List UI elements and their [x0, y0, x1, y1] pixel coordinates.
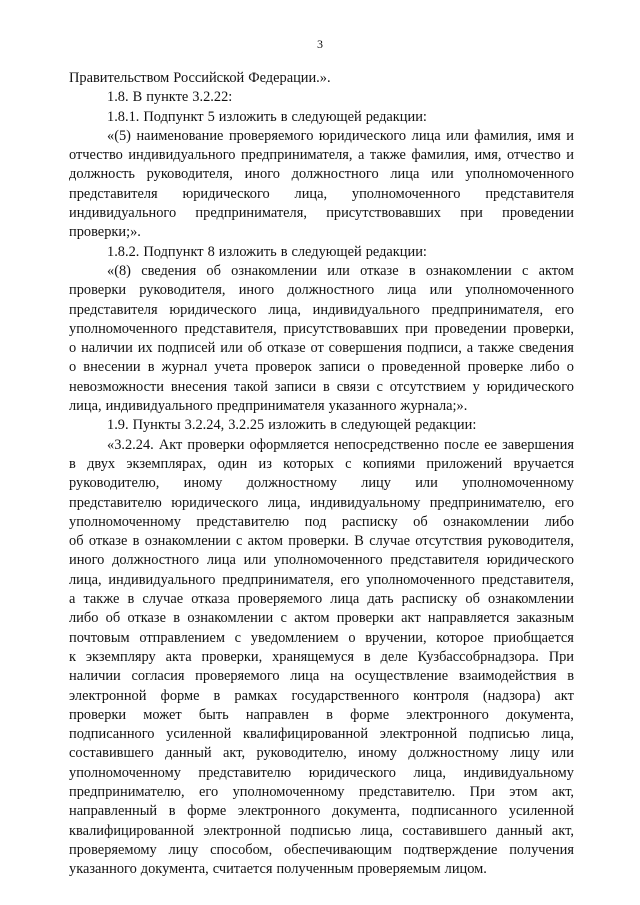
- text-line: уполномоченного представителя, присутствовавших при проведении проверки,: [69, 320, 574, 337]
- text-line: представителю юридического лица, индивидуальному предпринимателю, его: [69, 494, 574, 511]
- text-line: проверяемому лицу способом, обеспечивающим подтверждение получения: [69, 841, 574, 858]
- text-line: уполномоченному представителю под расписку об ознакомлении либо: [69, 513, 574, 530]
- text-line: квалифицированной электронной подписью лица, составившего данный акт,: [69, 822, 574, 839]
- text-line: лица, индивидуального предпринимателя, его уполномоченного представителя,: [69, 571, 574, 588]
- text-line: направленный в форме электронного документа, подписанного усиленной: [69, 803, 574, 820]
- text-line: о наличии их подписей или об отказе от совершения подписи, а также сведения: [69, 340, 574, 357]
- document-body: [69, 69, 574, 879]
- text-line: проверки;».: [69, 224, 141, 241]
- text-line: лица, индивидуального предпринимателя указанного журнала;».: [69, 398, 468, 415]
- text-line: «(8) сведения об ознакомлении или отказе в ознакомлении с актом: [107, 262, 574, 279]
- text-line: об отказе в ознакомлении с актом проверки. В случае отсутствия руководителя,: [69, 533, 574, 550]
- text-line: «3.2.24. Акт проверки оформляется непосредственно после ее завершения: [107, 436, 574, 453]
- text-line: представителя юридического лица, уполномоченного представителя: [69, 185, 574, 202]
- text-line: индивидуального предпринимателя, присутствовавших при проведении: [69, 205, 574, 222]
- text-line: электронной форме в рамках государственного контроля (надзора) акт: [69, 687, 574, 704]
- text-line: о внесении в журнал учета проверок записи о проведенной проверке либо о: [69, 359, 574, 376]
- text-line: 1.8.1. Подпункт 5 изложить в следующей редакции:: [107, 108, 427, 125]
- text-line: к экземпляру акта проверки, хранящемуся в деле Кузбассобрнадзора. При: [69, 648, 574, 665]
- text-line: представителя юридического лица, индивидуального предпринимателя, его: [69, 301, 574, 318]
- text-line: невозможности внесения такой записи в связи с отсутствием у юридического: [69, 378, 574, 395]
- text-line: а также в случае отказа проверяемого лица дать расписку об ознакомлении: [69, 591, 574, 608]
- text-line: иного должностного лица или уполномоченного представителя юридического: [69, 552, 574, 569]
- text-line: либо об отказе в ознакомлении с актом проверки акт направляется заказным: [69, 610, 574, 627]
- text-line: составившего данный акт, руководителю, иному должностному лицу или: [69, 745, 574, 762]
- text-line: почтовым отправлением с уведомлением о вручении, которое приобщается: [69, 629, 574, 646]
- text-line: 1.8.2. Подпункт 8 изложить в следующей редакции:: [107, 243, 427, 260]
- text-line: должность руководителя, иного должностного лица или уполномоченного: [69, 166, 574, 183]
- text-line: проверки руководителя, иного должностного лица или уполномоченного: [69, 282, 574, 299]
- text-line: отчество индивидуального предпринимателя, а также фамилия, имя, отчество и: [69, 147, 574, 164]
- text-line: наличии согласия проверяемого лица на осуществление взаимодействия в: [69, 668, 574, 685]
- page-number: 3: [317, 37, 323, 51]
- text-line: 1.8. В пункте 3.2.22:: [107, 89, 233, 106]
- text-line: указанного документа, считается полученным проверяемым лицом.: [69, 861, 487, 878]
- text-line: подписанного усиленной квалифицированной электронной подписью лица,: [69, 726, 574, 743]
- text-line: руководителю, иному должностному лицу или уполномоченному: [69, 475, 574, 492]
- text-line: 1.9. Пункты 3.2.24, 3.2.25 изложить в следующей редакции:: [107, 417, 477, 434]
- text-line: предпринимателю, его уполномоченному представителю. При этом акт,: [69, 783, 574, 800]
- text-line: в двух экземплярах, один из которых с копиями приложений вручается: [69, 455, 574, 472]
- text-line: «(5) наименование проверяемого юридического лица или фамилия, имя и: [107, 127, 574, 144]
- text-line: проверки может быть направлен в форме электронного документа,: [69, 706, 574, 723]
- text-line: Правительством Российской Федерации.».: [69, 70, 331, 86]
- text-line: уполномоченному представителю юридического лица, индивидуальному: [69, 764, 574, 781]
